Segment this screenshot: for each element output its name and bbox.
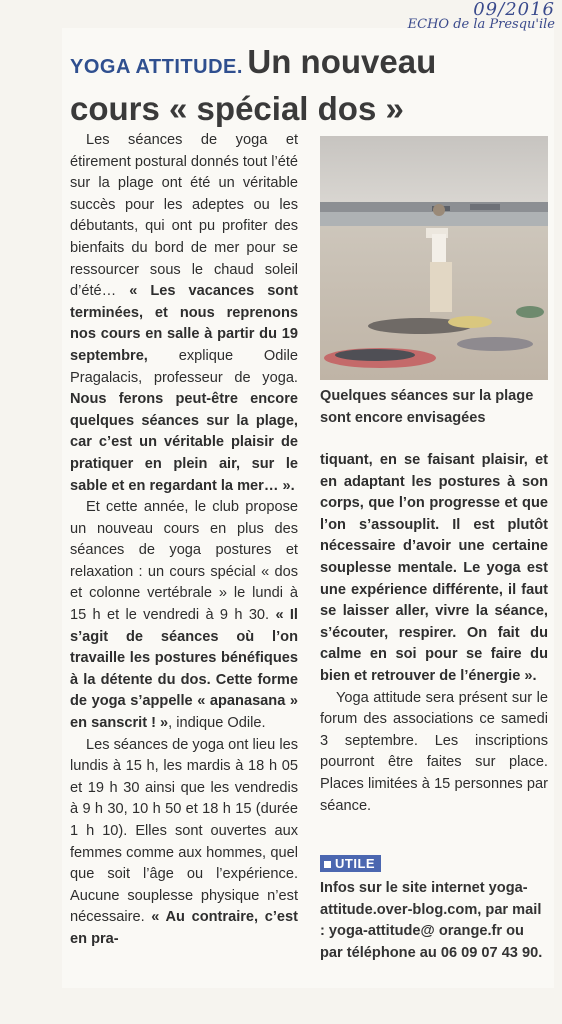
- photo-illustration: [320, 136, 548, 380]
- paragraph-4: Yoga attitude sera présent sur le forum des associations ce samedi 3 septembre. Les inscriptions pourront être faites sur place. Places limitées à 15 personnes par séance.: [320, 689, 548, 814]
- p1-quote-continued: Nous ferons peut-être encore quelques séances sur la plage, car c’est un véritable plaisir de pratiquer en plein air, sur le sable et en regardant la mer… ».: [70, 391, 298, 494]
- utile-label: UTILE: [335, 856, 376, 871]
- handwritten-note: [350, 2, 555, 32]
- paragraph-1: [70, 130, 298, 497]
- p1-quote: « Les vacances sont terminées, et nous reprenons nos cours en salle à partir du 19 septembre,: [70, 283, 298, 364]
- article-column-left: [70, 130, 298, 951]
- p2-quote: « Il s’agit de séances où l’on travaille les postures bénéfiques à la détente du dos. Cette forme de yoga s’appelle « apanasana » en sanscrit ! »: [70, 607, 298, 732]
- p3-quote-continued: tiquant, en se faisant plaisir, et en adaptant les postures à son corps, que l’on progresse et que l’on s’assouplit. Il est plutôt nécessaire d’avoir une certaine souplesse mentale. Le yoga est une expérience différente, il faut se laisser aller, vivre la séance, s’écouter, respirer. On fait du calme en soi pour se faire du bien et retrouver de l’énergie ».: [320, 452, 548, 684]
- article-column-right: [320, 450, 548, 817]
- p1-intro: Les séances de yoga et étirement postural donnés tout l’été sur la plage ont été un véritable succès pour les adeptes ou les débutants, qui ont pu profiter des bienfaits du bord de mer pour se ressourcer sous le chaud soleil d’été…: [70, 132, 298, 300]
- beach-yoga-photo: [320, 136, 548, 380]
- paragraph-3: [70, 735, 298, 951]
- handwritten-date: 09/2016: [473, 0, 555, 20]
- article-headline: [70, 42, 540, 136]
- paragraph-3-continued: [320, 450, 548, 688]
- contact-info: Infos sur le site internet yoga-attitude.over-blog.com, par mail : yoga-attitude@ orange.fr ou par téléphone au 06 09 07 43 90.: [320, 880, 543, 961]
- handwritten-source: ECHO de la Presqu'ile: [407, 17, 555, 32]
- headline-title-line2: cours « spécial dos »: [70, 90, 404, 127]
- headline-kicker: YOGA ATTITUDE.: [70, 56, 243, 78]
- photo-caption: Quelques séances sur la plage sont encore envisagées: [320, 388, 534, 426]
- square-bullet-icon: [324, 861, 331, 868]
- p3-quote: « Au contraire, c’est en pra-: [70, 909, 299, 947]
- utile-badge: [320, 855, 381, 872]
- p2-attribution: , indique Odile.: [168, 715, 266, 732]
- p1-attribution: explique Odile Pragalacis, professeur de yoga.: [70, 347, 298, 386]
- paragraph-2: [70, 497, 298, 735]
- p3-intro: Les séances de yoga ont lieu les lundis à 15 h, les mardis à 18 h 05 et 19 h 30 ainsi que les vendredis à 9 h 30, 10 h 50 et 18 h 15 (durée 1 h 10). Elles sont ouvertes aux femmes comme aux hommes, quel que soit l’âge ou l’expérience. Aucune souplesse physique n’est nécessaire.: [70, 736, 298, 926]
- headline-title-line1: Un nouveau: [247, 43, 437, 80]
- p2-intro: Et cette année, le club propose un nouveau cours en plus des séances de yoga postures et relaxation : un cours spécial « dos et colonne vertébrale » le lundi à 15 h et le vendredi à 9 h 30.: [70, 499, 298, 624]
